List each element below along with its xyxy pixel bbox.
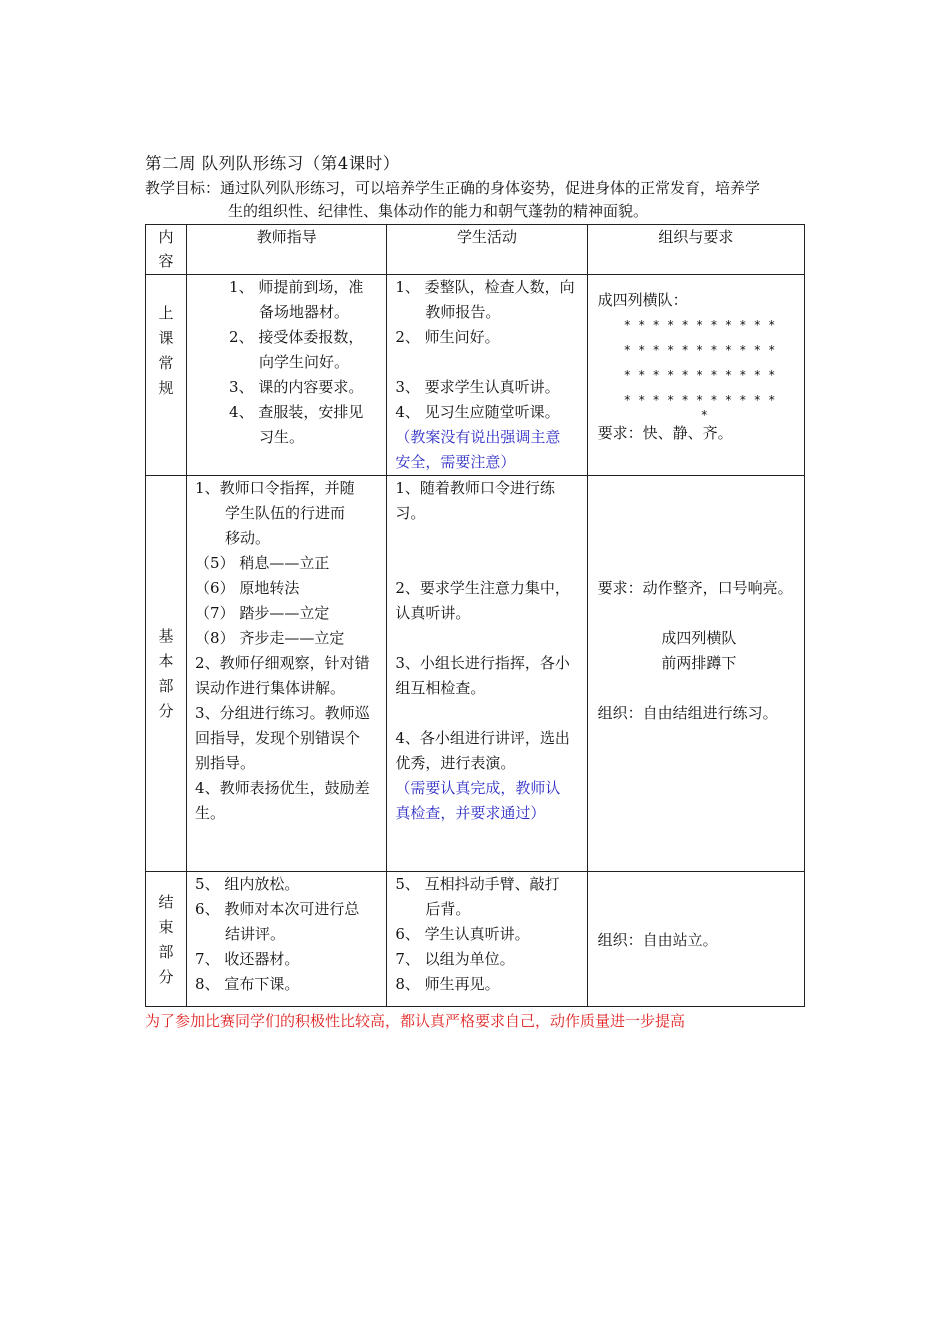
section-name-ending: 结 束 部 分 (146, 872, 187, 1007)
ending-student: 5、 互相抖动手臂、敲打 后背。 6、 学生认真听讲。 7、 以组为单位。 8、 师生再见。 (387, 872, 587, 1007)
opening-teacher: 1、 师提前到场，准 备场地器材。 2、 接受体委报数， 向学生问好。 3、 课的内容要求。 4、 查服装，安排见 习生。 (187, 275, 387, 476)
basic-org: 要求：动作整齐，口号响亮。 成四列横队 前两排蹲下 组织：自由结组进行练习。 (587, 476, 804, 872)
table-row-opening (146, 275, 805, 476)
formation-leader-star: * (700, 408, 708, 422)
teaching-objective (145, 177, 810, 223)
section-name-basic: 基 本 部 分 (146, 476, 187, 872)
formation-stars-row: * * * * * * * * * * * (623, 318, 776, 332)
formation-stars-row: * * * * * * * * * * * (623, 393, 776, 407)
table-header-row (146, 225, 805, 275)
objective-line-1: 教学目标：通过队列队形练习，可以培养学生正确的身体姿势，促进身体的正常发育，培养学 (145, 179, 761, 197)
opening-org: 成四列横队： * * * * * * * * * * * * * * * * * * * * * * * * * * * * * * * * * * * * * * * * * * * * * 要求：快、静、齐。 (587, 275, 804, 476)
table-row-ending (146, 872, 805, 1007)
header-student: 学生活动 (387, 225, 587, 275)
table-row-basic (146, 476, 805, 872)
formation-stars-row: * * * * * * * * * * * (623, 368, 776, 382)
header-org: 组织与要求 (587, 225, 804, 275)
opening-student-comment: （教案没有说出强调主意 (395, 428, 561, 446)
ending-teacher: 5、 组内放松。 6、 教师对本次可进行总 结讲评。 7、 收还器材。 8、 宣布下课。 (187, 872, 387, 1007)
reflection-note: 为了参加比赛同学们的积极性比较高，都认真严格要求自己，动作质量进一步提高 (145, 1012, 686, 1030)
header-content: 内 容 (146, 225, 187, 275)
formation-stars-row: * * * * * * * * * * * (623, 343, 776, 357)
basic-student-comment: （需要认真完成，教师认 (395, 779, 561, 797)
header-teacher: 教师指导 (187, 225, 387, 275)
opening-student: 1、 委整队，检查人数，向 教师报告。 2、 师生问好。 3、 要求学生认真听讲。 4、 见习生应随堂听课。 （教案没有说出强调主意 安全，需要注意） (387, 275, 587, 476)
basic-student: 1、随着教师口令进行练 习。 2、要求学生注意力集中， 认真听讲。 3、小组长进行指挥，各小 组互相检查。 4、各小组进行讲评，选出 优秀，进行表演。 （需要认真完成，教师认 真检查，并要求通过） (387, 476, 587, 872)
lesson-plan-table (145, 224, 805, 1007)
ending-org: 组织：自由站立。 (587, 872, 804, 1007)
page-title: 第二周 队列队形练习（第4课时） (145, 154, 400, 173)
objective-line-2: 生的组织性、纪律性、集体动作的能力和朝气蓬勃的精神面貌。 (228, 202, 649, 220)
section-name-opening: 上 课 常 规 (146, 275, 187, 476)
basic-teacher: 1、教师口令指挥，并随 学生队伍的行进而 移动。 （5） 稍息——立正 （6） 原地转法 （7） 踏步——立定 （8） 齐步走——立定 2、教师仔细观察，针对错 误动作进行集体讲解。 3、分组进行练习。教师巡 回指导，发现个别错误个 别指导。 4、教师表扬优生，鼓励差 生。 (187, 476, 387, 872)
